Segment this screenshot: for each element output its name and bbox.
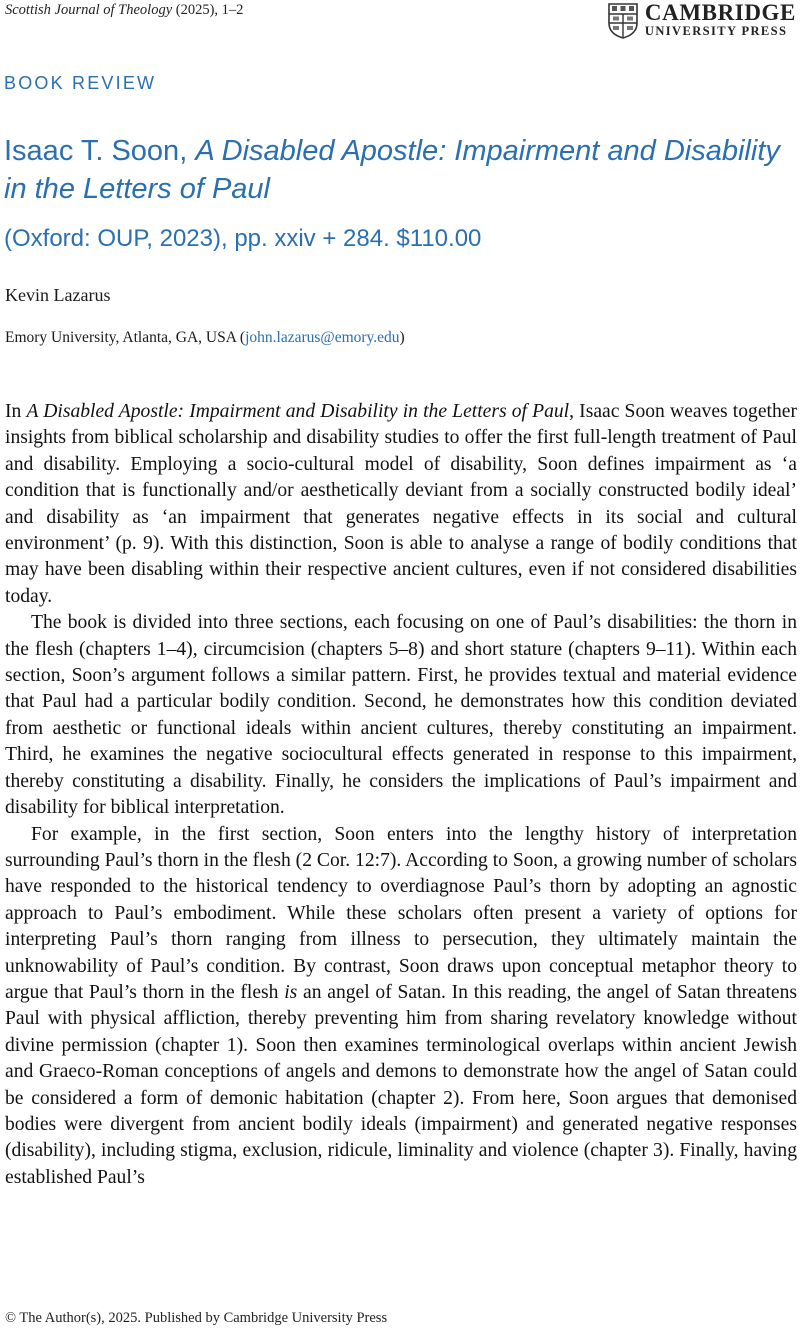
p3-text-b: an angel of Satan. In this reading, the angel of Satan threatens Paul with physical affliction, thereby preventing him from sharing revelatory knowledge without divine permission (chapter 1). Soon then examines terminological overlaps within ancient Jewish and Graeco-Roman conceptions of angels and demons to demonstrate how the angel of Satan could be considered a form of demonic habitation (chapter 2). From here, Soon argues that demonised bodies were divergent from ancient bodily ideals (impairment) and generated negative responses (disability), including stigma, exclusion, ridicule, liminality and violence (chapter 3). Finally, having established Paul’s [5,981,798,1188]
copyright-footer: © The Author(s), 2025. Published by Cambridge University Press [5,1310,388,1326]
cambridge-shield-icon [608,3,638,39]
p1-lead: In [5,401,27,422]
journal-citation [5,2,243,19]
p3-text-a: For example, in the first section, Soon enters into the lengthy history of interpretation surrounding Paul’s thorn in the flesh (2 Cor. 12:7). According to Soon, a growing number of scholars have responded to the historical tendency to overdiagnose Paul’s thorn by adopting an agnostic approach to Paul’s embodiment. While these scholars often present a variety of options for interpreting Paul’s thorn ranging from illness to persecution, they ultimately maintain the unknowability of Paul’s condition. By contrast, Soon draws upon conceptual metaphor theory to argue that Paul’s thorn in the flesh [5,823,797,1003]
title-author: Isaac T. Soon, [4,135,196,167]
paragraph-1 [5,399,797,610]
journal-meta: (2025), 1–2 [172,2,244,18]
section-label: BOOK REVIEW [4,73,157,93]
email-link[interactable]: john.lazarus@emory.edu [245,329,400,346]
publication-info: (Oxford: OUP, 2023), pp. xxiv + 284. $110.00 [4,225,482,252]
affiliation-text: Emory University, Atlanta, GA, USA ( [5,329,246,346]
p1-text: , Isaac Soon weaves together insights from biblical scholarship and disability studies to offer the first full-length treatment of Paul and disability. Employing a socio-cultural model of disability, Soon defines impairment as ‘a condition that is functionally and/or aesthetically deviant from a socially constructed bodily ideal’ and disability as ‘an impairment that generates negative effects in its social and cultural environment’ (p. 9). With this distinction, Soon is able to analyse a range of bodily conditions that may have been disabling within their respective ancient cultures, even if not considered disabilities today. [5,401,797,607]
p3-emphasis: is [284,981,298,1003]
journal-name: Scottish Journal of Theology [5,2,173,18]
paragraph-3 [5,822,797,1192]
book-title: A Disabled Apostle: Impairment and Disability in the Letters of Paul [4,135,780,205]
p1-book-title: A Disabled Apostle: Impairment and Disability in the Letters of Paul [26,401,570,422]
reviewer-affiliation [5,329,405,347]
logo-wordmark-bottom: UNIVERSITY PRESS [644,24,788,38]
review-body [5,399,797,1191]
article-title [4,132,794,208]
logo-wordmark-top: CAMBRIDGE [644,0,796,25]
affiliation-close: ) [399,329,405,346]
paragraph-2: The book is divided into three sections, each focusing on one of Paul’s disabilities: the thorn in the flesh (chapters 1–4), circumcision (chapters 5–8) and short stature (chapters 9–11). Within each section, Soon’s argument follows a similar pattern. First, he provides textual and material evidence that Paul had a particular bodily condition. Second, he demonstrates how this condition deviated from aesthetic or functional ideals within ancient cultures, thereby constituting an impairment. Third, he examines the negative sociocultural effects generated in response to this impairment, thereby constituting a disability. Finally, he considers the implications of Paul’s impairment and disability for biblical interpretation. [5,612,797,819]
publisher-logo [608,2,796,39]
reviewer-name: Kevin Lazarus [5,285,111,305]
